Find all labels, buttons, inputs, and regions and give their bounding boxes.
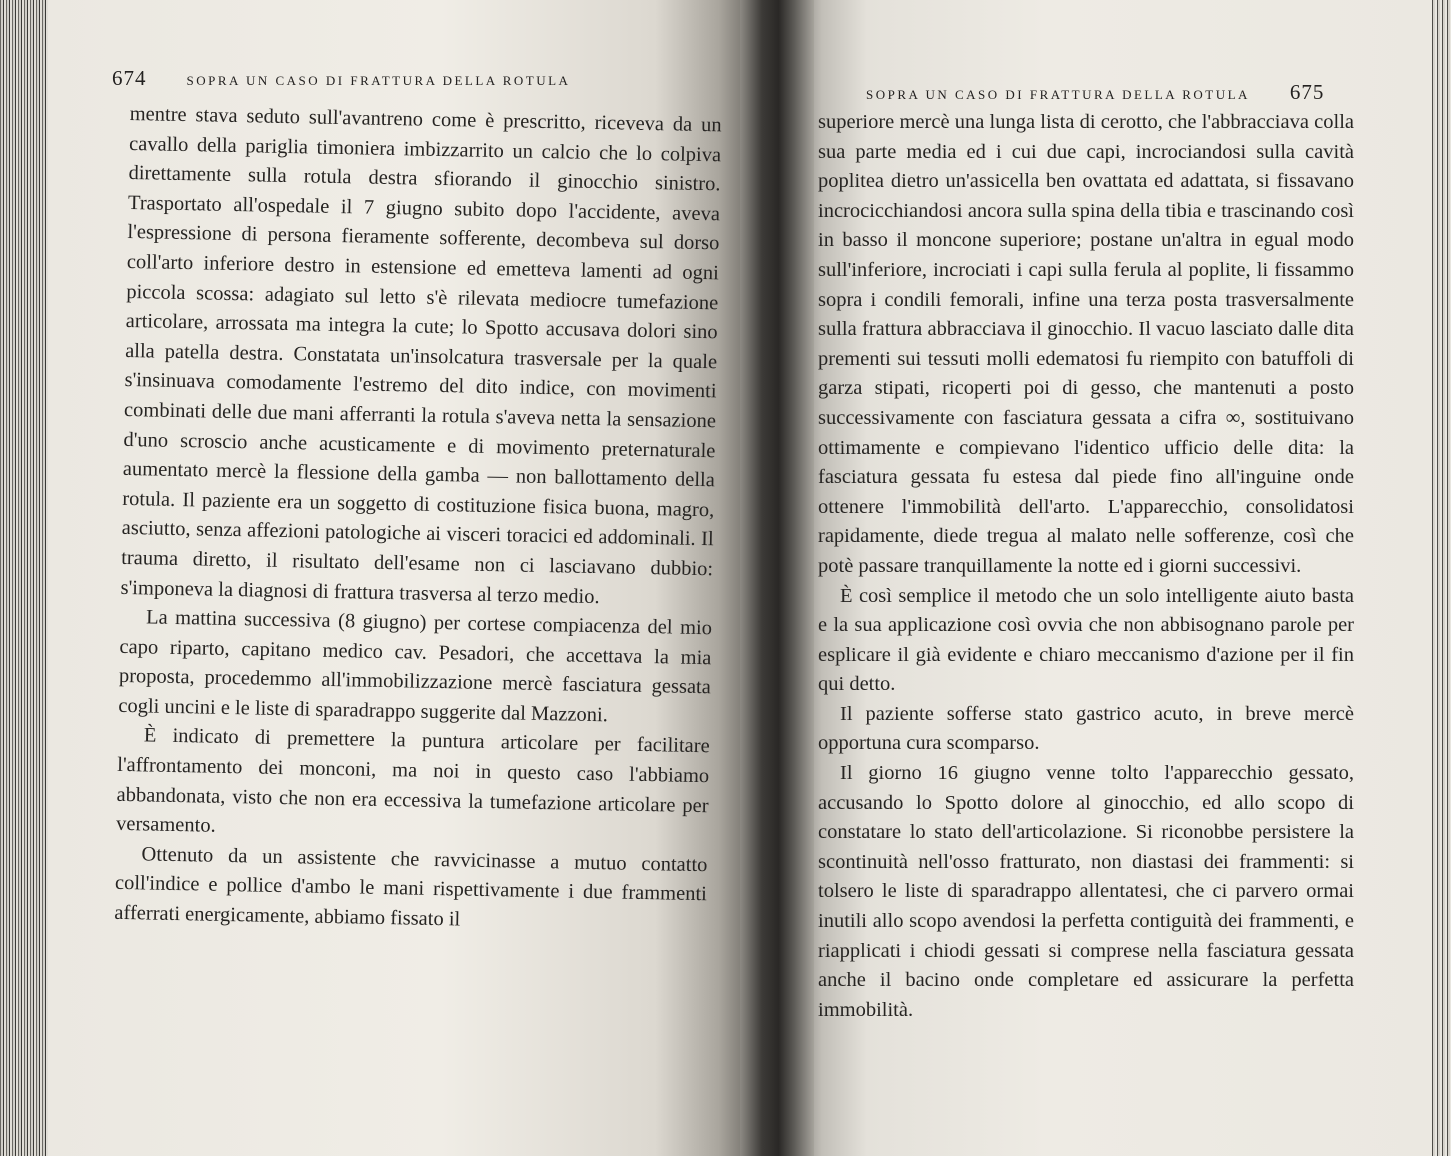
left-page-stack-edge <box>0 0 48 1156</box>
left-page-number: 674 <box>112 66 147 90</box>
left-page-text <box>114 100 722 940</box>
book-gutter <box>740 0 814 1156</box>
left-header-title: SOPRA UN CASO DI FRATTURA DELLA ROTULA <box>186 73 571 88</box>
paragraph: La mattina successiva (8 giugno) per cortese compiacenza del mio capo riparto, capitano medico cav. Pesadori, che accettava la mia proposta, procedemmo all'immobilizzazione mercè fasciatura gessata cogli uncini e le liste di sparadrappo suggerite dal Mazzoni. <box>118 606 713 727</box>
right-header-title: SOPRA UN CASO DI FRATTURA DELLA ROTULA <box>866 87 1250 102</box>
paragraph: Il paziente sofferse stato gastrico acuto, in breve mercè opportuna cura scomparso. <box>818 702 1354 755</box>
right-page-number: 675 <box>1289 80 1325 104</box>
paragraph: Ottenuto da un assistente che ravvicinasse a mutuo contatto coll'indice e pollice d'ambo le mani rispettivamente i due frammenti afferrati energicamente, abbiamo fissato il <box>114 843 708 931</box>
right-page-text <box>818 108 1354 1025</box>
paragraph: È indicato di premettere la puntura articolare per facilitare l'affrontamento dei monconi, ma noi in questo caso l'abbiamo abbandonata, visto che non era eccessiva la tumefazione articolare per versamento. <box>115 724 710 838</box>
right-page-stack-edge <box>1432 0 1451 1156</box>
paragraph: superiore mercè una lunga lista di cerotto, che l'abbracciava colla sua parte media ed i cui due capi, incrociandosi sulla cavità poplitea dietro un'assicella ben ovattata ed adattata, si fissavano incrocicchiandosi ancora sulla spina della tibia e trascinando così in basso il moncone superiore; postane un'altra in egual modo sull'inferiore, incrociati i capi sulla ferula al poplite, li fissammo sopra i condili femorali, infine una terza posta trasversalmente sulla frattura abbracciava il ginocchio. Il vacuo lasciato dalle dita prementi sui tessuti molli edematosi fu riempito con batuffoli di garza stipati, ricoperti poi di gesso, che mantenuti a posto successivamente con fasciatura gessata a cifra ∞, sostituivano ottimamente e compievano l'identico ufficio delle dita: la fasciatura gessata fu estesa dal piede fino all'inguine onde ottenere l'immobilità dell'arto. L'apparecchio, consolidatosi rapidamente, diede tregua al malato nelle sofferenze, così che potè passare tranquillamente la notte ed i giorni successivi. <box>818 111 1354 577</box>
paragraph: mentre stava seduto sull'avantreno come è prescritto, riceveva da un cavallo della pariglia timoniera imbizzarrito un calcio che lo colpiva direttamente sulla rotula destra sfiorando il ginocchio sinistro. Trasportato all'ospedale il 7 giugno subito dopo l'accidente, aveva l'espressione di persona fieramente sofferente, decombeva sul dorso coll'arto inferiore destro in estensione ed emetteva lamenti ad ogni piccola scossa: adagiato sul letto s'è rilevata mediocre tumefazione articolare, arrossata ma integra la cute; lo Spotto accusava dolori sino alla patella destra. Constatata un'insolcatura trasversale per la quale s'insinuava comodamente l'estremo del dito indice, con movimenti combinati delle due mani afferranti la rotula s'aveva netta la sensazione d'uno scroscio anche acusticamente e di movimento preternaturale aumentato mercè la flessione della gamba — non ballottamento della rotula. Il paziente era un soggetto di costituzione fisica buona, magro, asciutto, senza affezioni patologiche ai visceri toracici ed addominali. Il trauma diretto, il risultato dell'esame non ci lasciavano dubbio: s'imponeva la diagnosi di frattura trasversa al terzo medio. <box>120 102 722 608</box>
paragraph: Il giorno 16 giugno venne tolto l'apparecchio gessato, accusando lo Spotto dolore al ginocchio, ed allo scopo di constatare lo stato dell'articolazione. Si riconobbe persistere la scontinuità nell'osso fratturato, non diastasi dei frammenti: si tolsero le liste di sparadrappo allentatesi, che ci parvero ormai inutili allo scopo avendosi la perfetta contiguità dei frammenti, e riapplicati i chiodi gessati si comprese nella fasciatura gessata anche il bacino onde completare ed assicurare la perfetta immobilità. <box>818 762 1354 1021</box>
left-running-header <box>112 66 712 91</box>
paragraph: È così semplice il metodo che un solo intelligente aiuto basta e la sua applicazione così ovvia che non abbisognano parole per esplicare il già evidente e chiaro meccanismo d'azione per il fin qui detto. <box>818 584 1354 696</box>
right-running-header <box>866 80 1396 105</box>
